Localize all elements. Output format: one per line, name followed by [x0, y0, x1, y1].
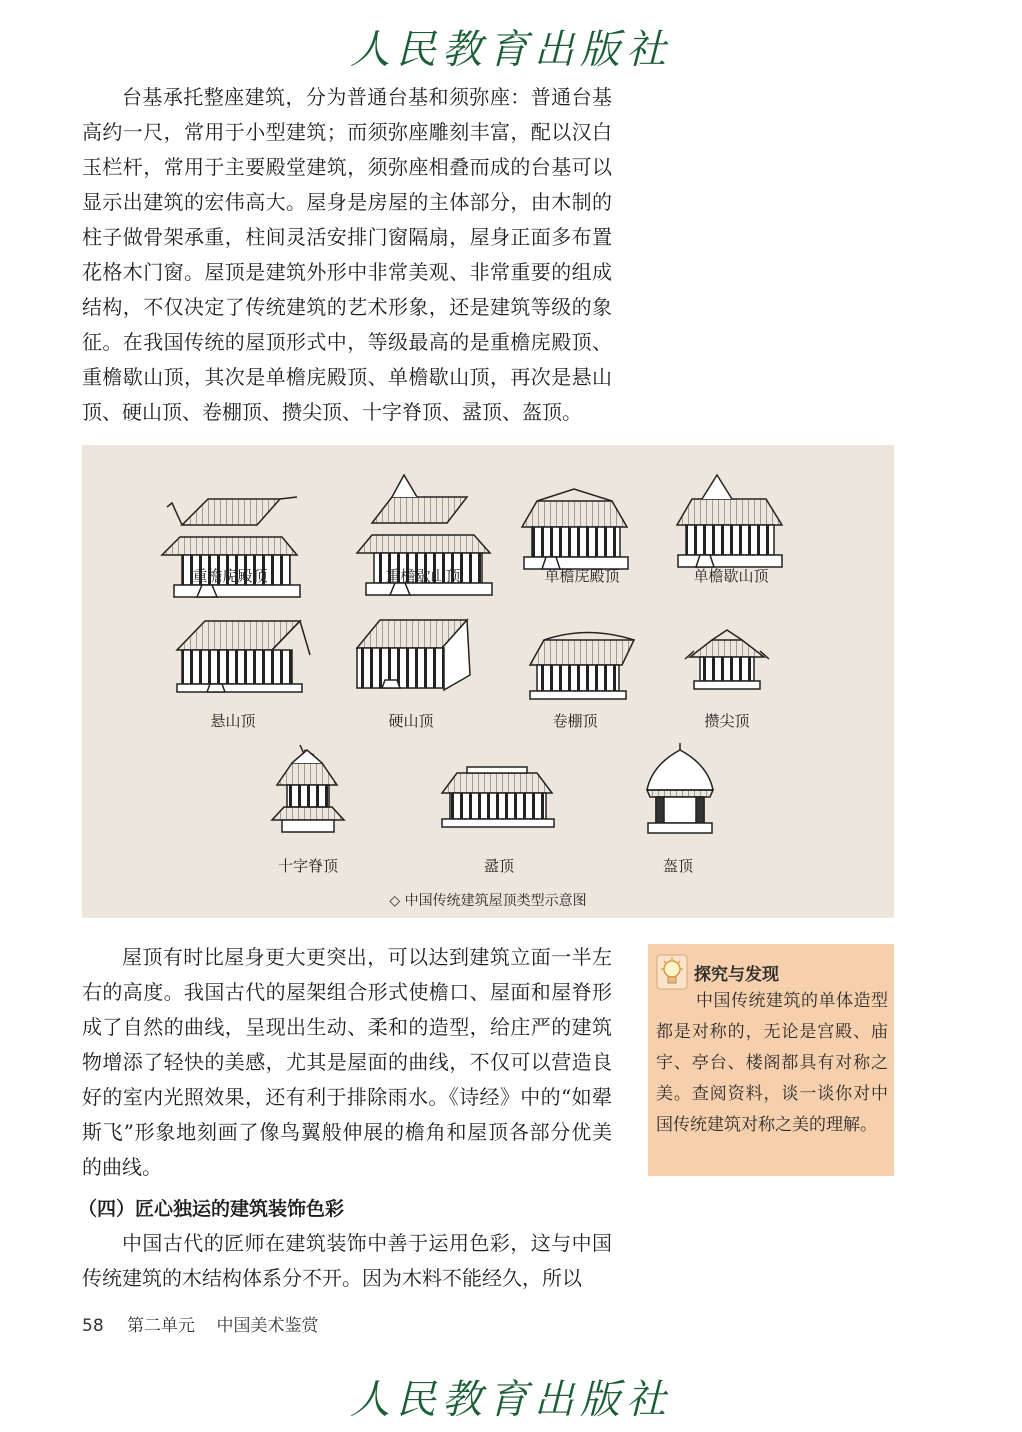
page-footer: [82, 1311, 318, 1336]
roof-pyramidal-illustration: [685, 630, 769, 689]
section-heading: （四）匠心独运的建筑装饰色彩: [78, 1198, 345, 1220]
roof-illustrations: [82, 445, 894, 885]
lightbulb-icon: [656, 954, 688, 990]
roof-label-single-gable-hip: 单檐歇山顶: [693, 567, 769, 585]
figure-caption: ◇ 中国传统建筑屋顶类型示意图: [389, 893, 587, 909]
roof-types-figure: [82, 445, 894, 918]
roof-label-pyramidal: 攒尖顶: [704, 712, 750, 730]
roof-helmet-illustration: [647, 743, 713, 833]
roof-overhanging-gable-illustration: [177, 621, 310, 692]
explore-discover-body: 中国传统建筑的单体造型都是对称的，无论是宫殿、庙宇、亭台、楼阁都具有对称之美。查阅资料，谈一谈你对中国传统建筑对称之美的理解。: [656, 991, 888, 1135]
roof-round-ridge-illustration: [530, 633, 634, 700]
roof-flat-top-illustration: [442, 767, 554, 827]
footer-unit: 第二单元: [127, 1316, 196, 1336]
roof-single-hip-illustration: [522, 489, 628, 569]
footer-book: 中国美术鉴赏: [216, 1316, 319, 1336]
roof-label-hard-gable: 硬山顶: [388, 712, 434, 730]
page-number: 58: [82, 1316, 104, 1336]
roof-label-single-hip: 单檐庑殿顶: [544, 567, 620, 585]
explore-discover-title: 探究与发现: [694, 965, 779, 985]
paragraph-roof-curves: 屋顶有时比屋身更大更突出，可以达到建筑立面一半左右的高度。我国古代的屋架组合形式使檐口、屋面和屋脊形成了自然的曲线，呈现出生动、柔和的造型，给庄严的建筑物增添了轻快的美感，尤其是屋面的曲线，不仅可以营造良好的室内光照效果，还有利于排除雨水。《诗经》中的“如翚斯飞”形象地刻画了像鸟翼般伸展的檐角和屋顶各部分优美的曲线。: [82, 945, 612, 1179]
roof-label-helmet: 盔顶: [662, 857, 693, 875]
roof-label-round-ridge: 卷棚顶: [552, 712, 598, 730]
explore-discover-box: [648, 944, 894, 1176]
roof-label-flat-top: 盝顶: [483, 857, 514, 875]
paragraph-foundation: 台基承托整座建筑，分为普通台基和须弥座：普通台基高约一尺，常用于小型建筑；而须弥座雕刻丰富，配以汉白玉栏杆，常用于主要殿堂建筑，须弥座相叠而成的台基可以显示出建筑的宏伟高大。屋身是房屋的主体部分，由木制的柱子做骨架承重，柱间灵活安排门窗隔扇，屋身正面多布置花格木门窗。屋顶是建筑外形中非常美观、非常重要的组成结构，不仅决定了传统建筑的艺术形象，还是建筑等级的象征。在我国传统的屋顶形式中，等级最高的是重檐庑殿顶、重檐歇山顶，其次是单檐庑殿顶、单檐歇山顶，再次是悬山顶、硬山顶、卷棚顶、攒尖顶、十字脊顶、盝顶、盔顶。: [82, 85, 612, 424]
roof-hard-gable-illustration: [357, 620, 470, 690]
roof-single-gable-hip-illustration: [677, 475, 782, 567]
publisher-watermark-top: 人民教育出版社: [350, 27, 672, 73]
roof-label-double-gable-hip: 重檐歇山顶: [385, 567, 461, 585]
publisher-watermark-bottom: 人民教育出版社: [350, 1377, 672, 1423]
paragraph-color-intro: 中国古代的匠师在建筑装饰中善于运用色彩，这与中国传统建筑的木结构体系分不开。因为木料不能经久，所以: [82, 1231, 612, 1290]
roof-label-overhanging-gable: 悬山顶: [210, 712, 256, 730]
roof-label-cross-ridge: 十字脊顶: [277, 857, 338, 875]
roof-cross-ridge-illustration: [272, 745, 344, 832]
roof-label-double-hip: 重檐庑殿顶: [192, 567, 268, 585]
